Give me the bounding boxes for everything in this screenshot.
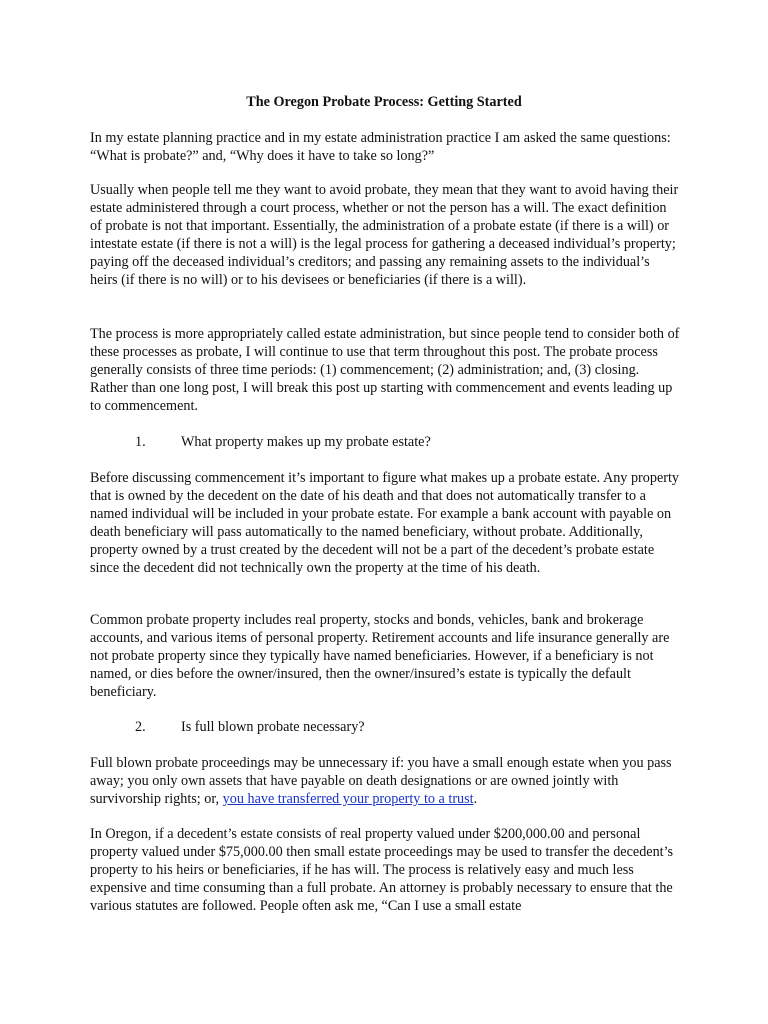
intro-paragraph: In my estate planning practice and in my estate administration practice I am asked the same questions: “What is probate?” and, “Why does it have to take so long?” bbox=[90, 130, 671, 164]
section-1-heading bbox=[135, 433, 675, 451]
section-1-title: What property makes up my probate estate? bbox=[181, 434, 431, 450]
document-title: The Oregon Probate Process: Getting Started bbox=[246, 94, 522, 110]
section-2-number: 2. bbox=[135, 719, 146, 735]
full-blown-text: Full blown probate proceedings may be unnecessary if: you have a small enough estate when you pass away; you only own assets that have payable on death designations or are owned jointly with survivorship rights; or, bbox=[90, 755, 672, 807]
section-2-title: Is full blown probate necessary? bbox=[181, 719, 365, 735]
definition-paragraph: Usually when people tell me they want to avoid probate, they mean that they want to avoid having their estate administered through a court process, whether or not the person has a will. The exact definition of probate is not that important. Essentially, the administration of a probate estate (if there is a will) or intestate estate (if there is not a will) is the legal process for gathering a deceased individual’s property; paying off the deceased individual’s creditors; and passing any remaining assets to the individual’s heirs (if there is no will) or to his devisees or beneficiaries (if there is a will). bbox=[90, 182, 679, 288]
full-blown-paragraph bbox=[90, 754, 680, 808]
section-2-heading bbox=[135, 718, 675, 736]
common-property-paragraph: Common probate property includes real property, stocks and bonds, vehicles, bank and brokerage accounts, and various items of personal property. Retirement accounts and life insurance generally are not probate property since they typically have named beneficiaries. However, if a beneficiary is not named, or dies before the owner/insured, then the owner/insured’s estate is typically the default beneficiary. bbox=[90, 612, 670, 700]
commencement-paragraph: Before discussing commencement it’s important to figure what makes up a probate estate. Any property that is owned by the decedent on the date of his death and that does not automatically transfer to a named individual will be included in your probate estate. For example a bank account with payable on death beneficiary will pass automatically to the named beneficiary, without probate. Additionally, property owned by a trust created by the decedent will not be a part of the decedent’s probate estate since the decedent did not technically own the property at the time of his death. bbox=[90, 470, 680, 576]
trust-transfer-link[interactable]: you have transferred your property to a trust bbox=[222, 791, 474, 807]
process-paragraph: The process is more appropriately called estate administration, but since people tend to consider both of these processes as probate, I will continue to use that term throughout this post. The probate process generally consists of three time periods: (1) commencement; (2) administration; and, (3) closing. Rather than one long post, I will break this post up starting with commencement and events leading up to commencement. bbox=[90, 326, 680, 414]
oregon-paragraph: In Oregon, if a decedent’s estate consists of real property valued under $200,000.00 and personal property valued under $75,000.00 then small estate proceedings may be used to transfer the decedent’s property to his heirs or beneficiaries, if he has will. The process is relatively easy and much less expensive and time consuming than a full probate. An attorney is probably necessary to ensure that the various statutes are followed. People often ask me, “Can I use a small estate bbox=[90, 826, 674, 914]
full-blown-end: . bbox=[473, 791, 478, 807]
section-1-number: 1. bbox=[135, 434, 146, 450]
